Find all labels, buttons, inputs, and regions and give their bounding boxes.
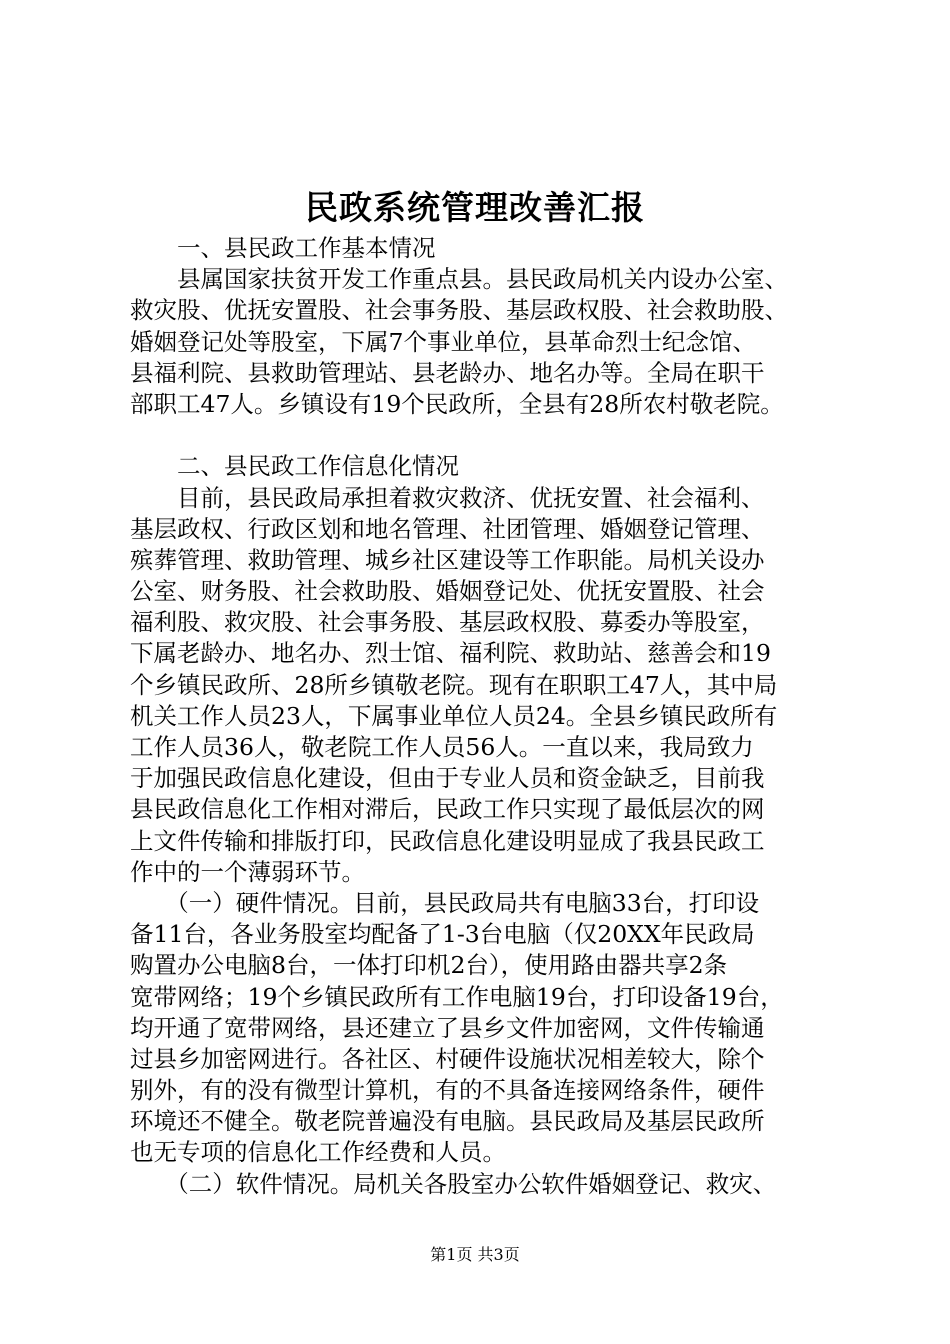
text-line: 备11台，各业务股室均配备了1-3台电脑（仅20XX年民政局 [130, 920, 755, 949]
text-line: 二、县民政工作信息化情况 [130, 452, 459, 481]
text-line: 婚姻登记处等股室，下属7个事业单位，县革命烈士纪念馆、 [130, 327, 756, 356]
text-line: 县福利院、县救助管理站、县老龄办、地名办等。全局在职干 [130, 358, 765, 387]
text-line: 宽带网络；19个乡镇民政所有工作电脑19台，打印设备19台， [130, 982, 784, 1011]
text-line: 县属国家扶贫开发工作重点县。县民政局机关内设办公室、 [130, 265, 788, 294]
text-line: 部职工47人。乡镇设有19个民政所，全县有28所农村敬老院。 [130, 389, 784, 418]
text-line: 机关工作人员23人，下属事业单位人员24。全县乡镇民政所有 [130, 701, 778, 730]
text-line: 个乡镇民政所、28所乡镇敬老院。现有在职职工47人，其中局 [130, 670, 778, 699]
text-line: 均开通了宽带网络，县还建立了县乡文件加密网，文件传输通 [130, 1013, 765, 1042]
document-title: 民政系统管理改善汇报 [305, 188, 645, 227]
text-line: 下属老龄办、地名办、烈士馆、福利院、救助站、慈善会和19 [130, 639, 771, 668]
text-line: 作中的一个薄弱环节。 [130, 857, 365, 886]
text-line: 环境还不健全。敬老院普遍没有电脑。县民政局及基层民政所 [130, 1107, 765, 1136]
text-line: 公室、财务股、社会救助股、婚姻登记处、优抚安置股、社会 [130, 577, 765, 606]
text-line: 救灾股、优抚安置股、社会事务股、基层政权股、社会救助股、 [130, 296, 788, 325]
page-footer: 第1页 共3页 [430, 1245, 520, 1264]
blank-line [130, 420, 830, 451]
text-line: （二）软件情况。局机关各股室办公软件婚姻登记、救灾、 [130, 1169, 777, 1198]
text-line: 目前，县民政局承担着救灾救济、优抚安置、社会福利、 [130, 483, 765, 512]
text-line: 殡葬管理、救助管理、城乡社区建设等工作职能。局机关设办 [130, 545, 765, 574]
text-line: 别外，有的没有微型计算机，有的不具备连接网络条件，硬件 [130, 1076, 765, 1105]
text-line: 过县乡加密网进行。各社区、村硬件设施状况相差较大，除个 [130, 1044, 765, 1073]
text-line: （一）硬件情况。目前，县民政局共有电脑33台，打印设 [130, 888, 760, 917]
text-line: 也无专项的信息化工作经费和人员。 [130, 1138, 506, 1167]
text-line: 福利股、救灾股、社会事务股、基层政权股、募委办等股室， [130, 608, 765, 637]
document-body [130, 233, 830, 1200]
text-line: 一、县民政工作基本情况 [130, 234, 436, 262]
text-line: 上文件传输和排版打印，民政信息化建设明显成了我县民政工 [130, 826, 765, 855]
text-line: 购置办公电脑8台，一体打印机2台），使用路由器共享2条 [130, 951, 728, 980]
text-line: 于加强民政信息化建设，但由于专业人员和资金缺乏，目前我 [130, 764, 765, 793]
text-line: 工作人员36人，敬老院工作人员56人。一直以来，我局致力 [130, 733, 754, 761]
text-line: 县民政信息化工作相对滞后，民政工作只实现了最低层次的网 [130, 795, 765, 824]
text-line: 基层政权、行政区划和地名管理、社团管理、婚姻登记管理、 [130, 514, 765, 543]
